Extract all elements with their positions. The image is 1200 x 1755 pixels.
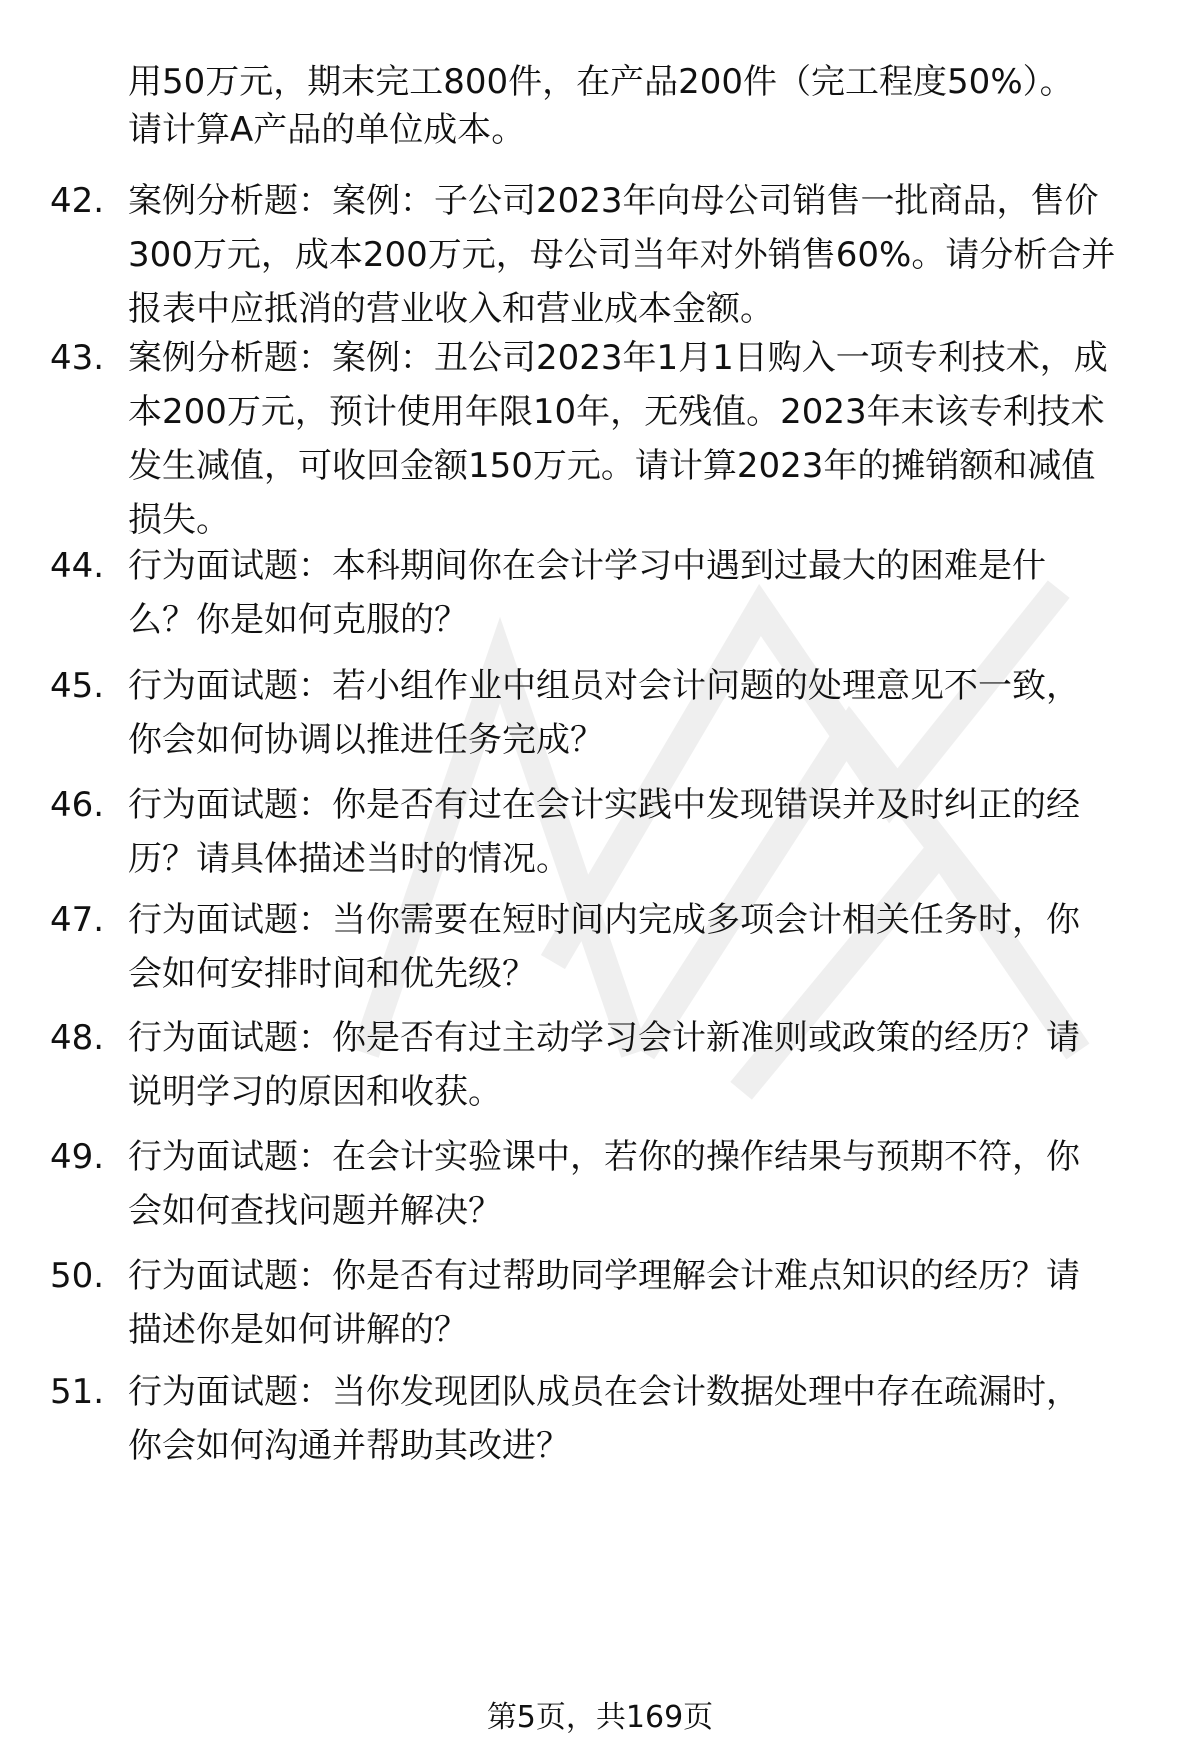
question-text: 行为面试题：在会计实验课中，若你的操作结果与预期不符，你 会如何查找问题并解决？ xyxy=(128,1137,1080,1231)
question-item xyxy=(50,893,1160,1001)
question-number: 43. xyxy=(50,338,105,378)
question-item xyxy=(50,331,1160,547)
question-number: 44. xyxy=(50,546,105,586)
question-number: 47. xyxy=(50,900,105,940)
question-item xyxy=(50,1130,1160,1238)
question-text: 行为面试题：你是否有过在会计实践中发现错误并及时纠正的经 历？请具体描述当时的情况。 xyxy=(128,785,1080,879)
question-item xyxy=(50,174,1160,336)
question-number: 50. xyxy=(50,1256,105,1296)
question-item xyxy=(50,659,1160,767)
question-text: 案例分析题：案例：子公司2023年向母公司销售一批商品，售价 300万元，成本200万元，母公司当年对外销售60%。请分析合并 报表中应抵消的营业收入和营业成本金额。 xyxy=(128,181,1116,329)
question-41-continuation: 用50万元，期末完工800件，在产品200件（完工程度50%）。 请计算A产品的单位成本。 xyxy=(128,62,1074,150)
question-number: 45. xyxy=(50,666,105,706)
question-item xyxy=(50,1249,1160,1357)
question-number: 51. xyxy=(50,1372,105,1412)
page-footer: 第5页，共169页 xyxy=(486,1700,714,1735)
question-text: 行为面试题：本科期间你在会计学习中遇到过最大的困难是什 么？你是如何克服的？ xyxy=(128,546,1046,640)
question-text: 行为面试题：你是否有过主动学习会计新准则或政策的经历？请 说明学习的原因和收获。 xyxy=(128,1018,1080,1112)
question-text: 行为面试题：若小组作业中组员对会计问题的处理意见不一致， 你会如何协调以推进任务完成？ xyxy=(128,666,1080,760)
question-item xyxy=(50,539,1160,647)
question-number: 49. xyxy=(50,1137,105,1177)
question-text: 行为面试题：你是否有过帮助同学理解会计难点知识的经历？请 描述你是如何讲解的？ xyxy=(128,1256,1080,1350)
question-item xyxy=(50,1365,1160,1473)
question-item xyxy=(50,1011,1160,1119)
question-text: 行为面试题：当你发现团队成员在会计数据处理中存在疏漏时， 你会如何沟通并帮助其改进？ xyxy=(128,1372,1080,1466)
question-text: 案例分析题：案例：丑公司2023年1月1日购入一项专利技术，成 本200万元，预计使用年限10年，无残值。2023年末该专利技术 发生减值，可收回金额150万元。请计算2023年的摊销额和减值 损失。 xyxy=(128,338,1108,540)
question-number: 42. xyxy=(50,181,105,221)
question-number: 48. xyxy=(50,1018,105,1058)
question-number: 46. xyxy=(50,785,105,825)
question-text: 行为面试题：当你需要在短时间内完成多项会计相关任务时，你 会如何安排时间和优先级？ xyxy=(128,900,1080,994)
question-item xyxy=(50,778,1160,886)
